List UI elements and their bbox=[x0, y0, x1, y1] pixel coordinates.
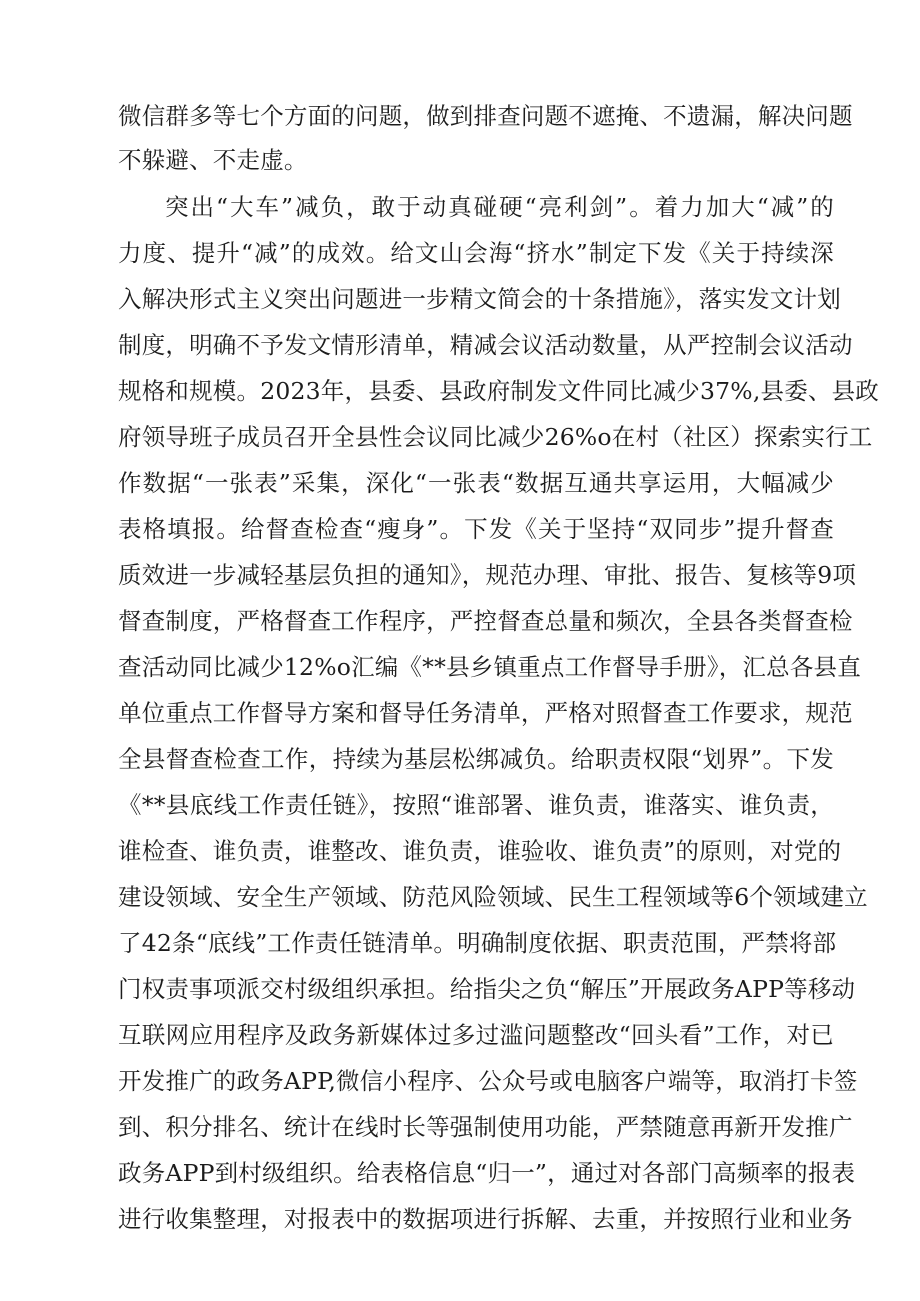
text-line: 制度，明确不予发文情形清单，精减会议活动数量，从严控制会议活动 bbox=[118, 331, 853, 359]
text-line: 谁检查、谁负责，谁整改、谁负责，谁验收、谁负责”的原则，对党的 bbox=[118, 837, 842, 865]
text-line: 表格填报。给督查检查“瘦身”。下发《关于坚持“双同步”提升督查 bbox=[118, 515, 834, 543]
text-line: 单位重点工作督导方案和督导任务清单，严格对照督查工作要求，规范 bbox=[118, 699, 853, 727]
text-line: 了42条“底线”工作责任链清单。明确制度依据、职责范围，严禁将部 bbox=[118, 929, 837, 957]
text-line: 门权责事项派交村级组织承担。给指尖之负“解压”开展政务APP等移动 bbox=[118, 975, 856, 1003]
text-line: 进行收集整理，对报表中的数据项进行拆解、去重，并按照行业和业务 bbox=[118, 1205, 853, 1233]
text-line: 规格和规模。2023年，县委、县政府制发文件同比减少37%,县委、县政 bbox=[118, 377, 880, 405]
text-line: 《**县底线工作责任链》，按照“谁部署、谁负责，谁落实、谁负责， bbox=[118, 791, 834, 819]
text-line: 府领导班子成员召开全县性会议同比减少26%o在村（社区）探索实行工 bbox=[118, 423, 873, 451]
text-line: 作数据“一张表”采集，深化“一张表“数据互通共享运用，大幅减少 bbox=[118, 469, 834, 497]
text-line: 全县督查检查工作，持续为基层松绑减负。给职责权限“划界”。下发 bbox=[118, 745, 834, 773]
text-line: 到、积分排名、统计在线时长等强制使用功能，严禁随意再新开发推广 bbox=[118, 1113, 853, 1141]
text-line: 不躲避、不走虚。 bbox=[118, 146, 308, 174]
text-line: 政务APP到村级组织。给表格信息“归一”，通过对各部门高频率的报表 bbox=[118, 1159, 856, 1187]
text-line: 质效进一步减轻基层负担的通知》，规范办理、审批、报告、复核等9项 bbox=[118, 561, 857, 589]
text-line: 互联网应用程序及政务新媒体过多过滥问题整改“回头看”工作，对已 bbox=[118, 1021, 834, 1049]
text-line: 查活动同比减少12%o汇编《**县乡镇重点工作督导手册》，汇总各县直 bbox=[118, 653, 861, 681]
text-line: 入解决形式主义突出问题进一步精文简会的十条措施》，落实发文计划 bbox=[118, 285, 841, 313]
text-line: 微信群多等七个方面的问题，做到排查问题不遮掩、不遗漏，解决问题 bbox=[118, 102, 853, 130]
text-line: 开发推广的政务APP,微信小程序、公众号或电脑客户端等，取消打卡签 bbox=[118, 1067, 858, 1095]
paragraph-first-line: 突出“大车”减负，敢于动真碰硬“亮利剑”。着力加大“减”的 bbox=[165, 193, 834, 221]
text-line: 建设领域、安全生产领域、防范风险领域、民生工程领域等6个领域建立 bbox=[118, 883, 868, 911]
text-line: 力度、提升“减”的成效。给文山会海“挤水”制定下发《关于持续深 bbox=[118, 239, 834, 267]
text-line: 督查制度，严格督查工作程序，严控督查总量和频次，全县各类督查检 bbox=[118, 607, 853, 635]
